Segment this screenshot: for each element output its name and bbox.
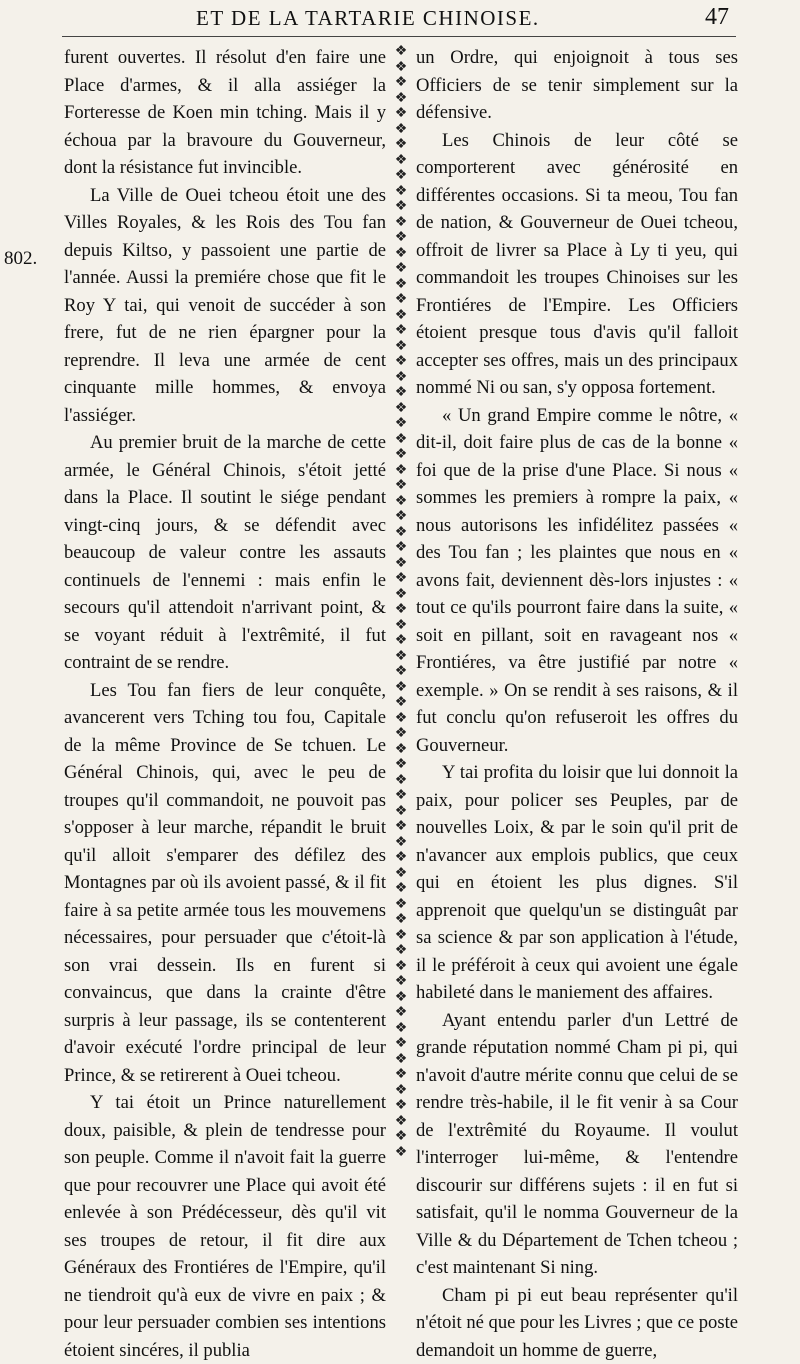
ornament-glyph: ❖ [390,525,412,541]
ornament-glyph: ❖ [390,1098,412,1114]
ornament-glyph: ❖ [390,602,412,618]
ornament-glyph: ❖ [390,370,412,386]
ornament-glyph: ❖ [390,184,412,200]
ornament-glyph: ❖ [390,1129,412,1145]
ornament-glyph: ❖ [390,680,412,696]
ornament-glyph: ❖ [390,773,412,789]
ornament-glyph: ❖ [390,91,412,107]
ornament-glyph: ❖ [390,277,412,293]
ornament-glyph: ❖ [390,990,412,1006]
paragraph: Y tai étoit un Prince naturellement doux, paisible, & plein de tendresse pour son peuple. Comme il n'avoit fait la guerre que pour recouvrer une Place qui avoit été enlevée à son Prédécesseur, dès qu'il vit ses troupes de retour, il fit dire aux Généraux des Frontiéres de l'Empire, qu'il ne tiendroit qu'à eux de vivre en paix ; & pour leur persuader combien ses intentions étoient sincéres, il publia [64,1089,386,1364]
ornament-glyph: ❖ [390,835,412,851]
ornament-glyph: ❖ [390,199,412,215]
ornament-glyph: ❖ [390,509,412,525]
paragraph: « Un grand Empire comme le nôtre, « dit-il, doit faire plus de cas de la bonne « foi que de la prise d'une Place. Si nous « sommes les premiers à rompre la paix, « nous autorisons les infidélitez passées « des Tou fan ; les plaintes que nous en « avons fait, deviennent dès-lors injustes : « tout ce qu'ils pourront faire dans la suite, « soit en pillant, soit en ravageant nos « Frontiéres, va être justifié par notre « exemple. » On se rendit à ses raisons, & il fut conclu qu'on refuseroit les offres du Gouverneur. [416,402,738,760]
ornament-glyph: ❖ [390,711,412,727]
header-rule [62,36,736,37]
ornament-glyph: ❖ [390,649,412,665]
ornament-glyph: ❖ [390,1005,412,1021]
ornament-glyph: ❖ [390,75,412,91]
right-column [416,44,738,1364]
ornament-glyph: ❖ [390,912,412,928]
page-header [0,2,800,40]
ornament-glyph: ❖ [390,587,412,603]
ornament-glyph: ❖ [390,850,412,866]
ornament-glyph: ❖ [390,246,412,262]
ornament-glyph: ❖ [390,1067,412,1083]
paragraph: Les Tou fan fiers de leur conquête, avancerent vers Tching tou fou, Capitale de la même Province de Se tchuen. Le Général Chinois, qui, avec le peu de troupes qu'il commandoit, ne pouvoit pas s'opposer à leur marche, répandit le bruit qu'il alloit s'emparer des défilez des Montagnes par où ils avoient passé, & il fit faire à sa petite armée tous les mouvemens nécessaires, pour persuader que c'étoit-là son vrai dessein. Ils en furent si convaincus, que dans la crainte d'être surpris à leur passage, ils se contenterent d'avoir exécuté l'ordre principal de leur Prince, & se retirerent à Ouei tcheou. [64,677,386,1090]
ornament-glyph: ❖ [390,695,412,711]
ornament-glyph: ❖ [390,60,412,76]
paragraph: Ayant entendu parler d'un Lettré de grande réputation nommé Cham pi pi, qui n'avoit d'autre mérite connu que celui de se rendre très-habile, il le fit venir à sa Cour de l'extrêmité du Royaume. Il voulut l'interroger lui-même, & l'entendre discourir sur différens sujets : il en fut si satisfait, qu'il le nomma Gouverneur de la Ville & du Département de Tchen tcheou ; c'est maintenant Si ning. [416,1007,738,1282]
ornament-glyph: ❖ [390,1052,412,1068]
ornament-glyph: ❖ [390,401,412,417]
ornament-glyph: ❖ [390,897,412,913]
paragraph: La Ville de Ouei tcheou étoit une des Villes Royales, & les Rois des Tou fan depuis Kiltso, y passoient une partie de l'année. Aussi la premiére chose que fit le Roy Y tai, qui venoit de succéder à son frere, fut de ne rien épargner pour la reprendre. Il leva une armée de cent cinquante mille hommes, & envoya l'assiéger. [64,182,386,430]
ornament-glyph: ❖ [390,664,412,680]
ornament-glyph: ❖ [390,618,412,634]
ornament-glyph: ❖ [390,959,412,975]
ornament-glyph: ❖ [390,44,412,60]
ornament-glyph: ❖ [390,540,412,556]
ornament-glyph: ❖ [390,339,412,355]
ornament-glyph: ❖ [390,571,412,587]
page-number: 47 [705,4,729,31]
ornament-glyph: ❖ [390,478,412,494]
paragraph: Cham pi pi eut beau représenter qu'il n'étoit né que pour les Livres ; que ce poste demandoit un homme de guerre, [416,1282,738,1364]
ornament-glyph: ❖ [390,122,412,138]
ornament-glyph: ❖ [390,974,412,990]
running-title: ET DE LA TARTARIE CHINOISE. [196,6,540,31]
ornament-glyph: ❖ [390,1021,412,1037]
ornament-glyph: ❖ [390,788,412,804]
ornament-glyph: ❖ [390,943,412,959]
ornament-glyph: ❖ [390,292,412,308]
ornament-glyph: ❖ [390,137,412,153]
ornament-glyph: ❖ [390,230,412,246]
ornament-glyph: ❖ [390,726,412,742]
ornament-glyph: ❖ [390,106,412,122]
ornament-glyph: ❖ [390,1145,412,1160]
paragraph: Les Chinois de leur côté se comporterent avec générosité en différentes occasions. Si ta meou, Tou fan de nation, & Gouverneur de Ouei tcheou, offroit de livrer sa Place à Ly ti yeu, qui commandoit les troupes Chinoises sur les Frontiéres de l'Empire. Les Officiers étoient presque tous d'avis qu'il falloit accepter ses offres, mais un des principaux nommé Ni ou san, s'y opposa fortement. [416,127,738,402]
ornament-glyph: ❖ [390,385,412,401]
ornament-glyph: ❖ [390,261,412,277]
ornament-glyph: ❖ [390,463,412,479]
ornament-glyph: ❖ [390,866,412,882]
paragraph: un Ordre, qui enjoignoit à tous ses Officiers de se tenir simplement sur la défensive. [416,44,738,127]
ornament-glyph: ❖ [390,215,412,231]
ornament-glyph: ❖ [390,354,412,370]
ornament-glyph: ❖ [390,323,412,339]
ornament-glyph: ❖ [390,881,412,897]
paragraph: Au premier bruit de la marche de cette armée, le Général Chinois, s'étoit jetté dans la Place. Il soutint le siége pendant vingt-cinq jours, & se défendit avec beaucoup de valeur contre les assauts continuels de l'ennemi : mais enfin le secours qu'il attendoit n'arrivant point, & se voyant réduit à l'extrêmité, il fut contraint de se rendre. [64,429,386,677]
ornament-glyph: ❖ [390,1083,412,1099]
ornament-glyph: ❖ [390,804,412,820]
margin-note: 802. [4,248,37,270]
ornament-glyph: ❖ [390,1114,412,1130]
ornament-glyph: ❖ [390,742,412,758]
left-column [64,44,386,1364]
ornament-glyph: ❖ [390,928,412,944]
ornament-glyph: ❖ [390,432,412,448]
ornament-glyph: ❖ [390,633,412,649]
paragraph: Y tai profita du loisir que lui donnoit la paix, pour policer ses Peuples, par de nouvelles Loix, & par le soin qu'il prit de n'avancer aux emplois publics, que ceux qui en étoient les plus dignes. S'il apprenoit que quelqu'un se distinguât par sa science & par son application à l'étude, il le préféroit à ceux qui avoient une égale habileté dans le maniement des affaires. [416,759,738,1007]
ornament-glyph: ❖ [390,416,412,432]
ornament-glyph: ❖ [390,819,412,835]
ornament-glyph: ❖ [390,757,412,773]
ornament-glyph: ❖ [390,1036,412,1052]
ornament-glyph: ❖ [390,556,412,572]
ornament-glyph: ❖ [390,308,412,324]
paragraph: furent ouvertes. Il résolut d'en faire une Place d'armes, & il alla assiéger la Forteresse de Koen min tching. Mais il y échoua par la bravoure du Gouverneur, dont la résistance fut invincible. [64,44,386,182]
ornament-glyph: ❖ [390,447,412,463]
column-divider-ornament [390,44,412,1159]
ornament-glyph: ❖ [390,168,412,184]
ornament-glyph: ❖ [390,494,412,510]
ornament-glyph: ❖ [390,153,412,169]
